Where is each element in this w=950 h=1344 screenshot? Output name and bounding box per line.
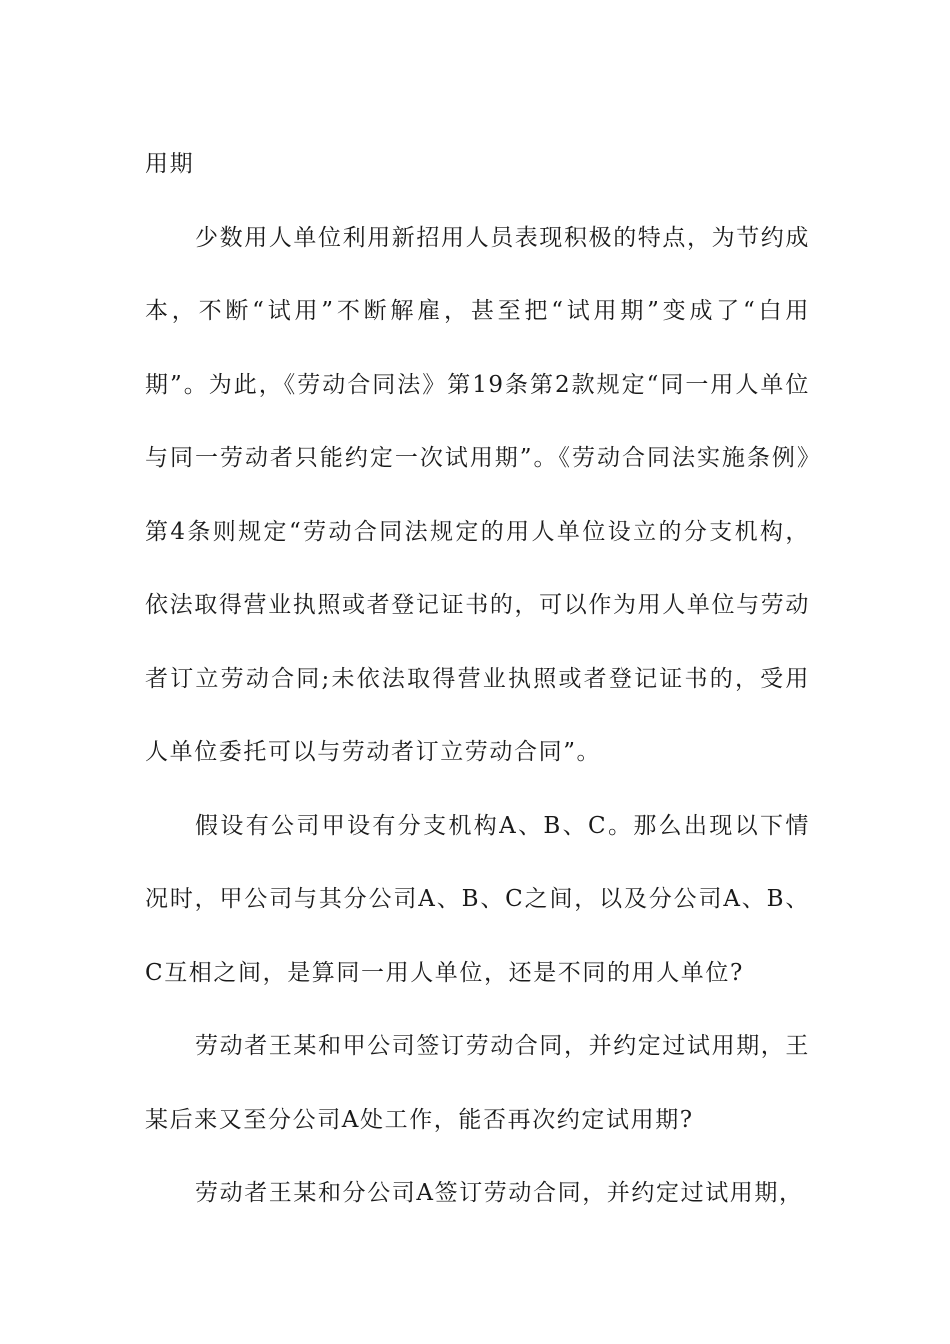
paragraph-continuation: 用期 (145, 151, 195, 177)
paragraph-probation-abuse: 少数用人单位利用新招用人员表现积极的特点，为节约成本，不断“试用”不断解雇，甚至把“试用期”变成了“白用期”。为此，《劳动合同法》第19条第2款规定“同一用人单位与同一劳动者只能约定一次试用期”。《劳动合同法实施条例》第4条则规定“劳动合同法规定的用人单位设立的分支机构，依法取得营业执照或者登记证书的，可以作为用人单位与劳动者订立劳动合同;未依法取得营业执照或者登记证书的，受用人单位委托可以与劳动者订立劳动合同”。 (145, 224, 810, 765)
paragraph-case-two: 劳动者王某和分公司A签订劳动合同，并约定过试用期， (195, 1180, 804, 1206)
paragraph-case-one: 劳动者王某和甲公司签订劳动合同，并约定过试用期，王某后来又至分公司A处工作，能否再次约定试用期? (145, 1033, 810, 1133)
paragraph-branch-hypothesis: 假设有公司甲设有分支机构A、B、C。那么出现以下情况时，甲公司与其分公司A、B、C之间，以及分公司A、B、C互相之间，是算同一用人单位，还是不同的用人单位? (145, 812, 810, 986)
document-body (145, 128, 810, 1231)
